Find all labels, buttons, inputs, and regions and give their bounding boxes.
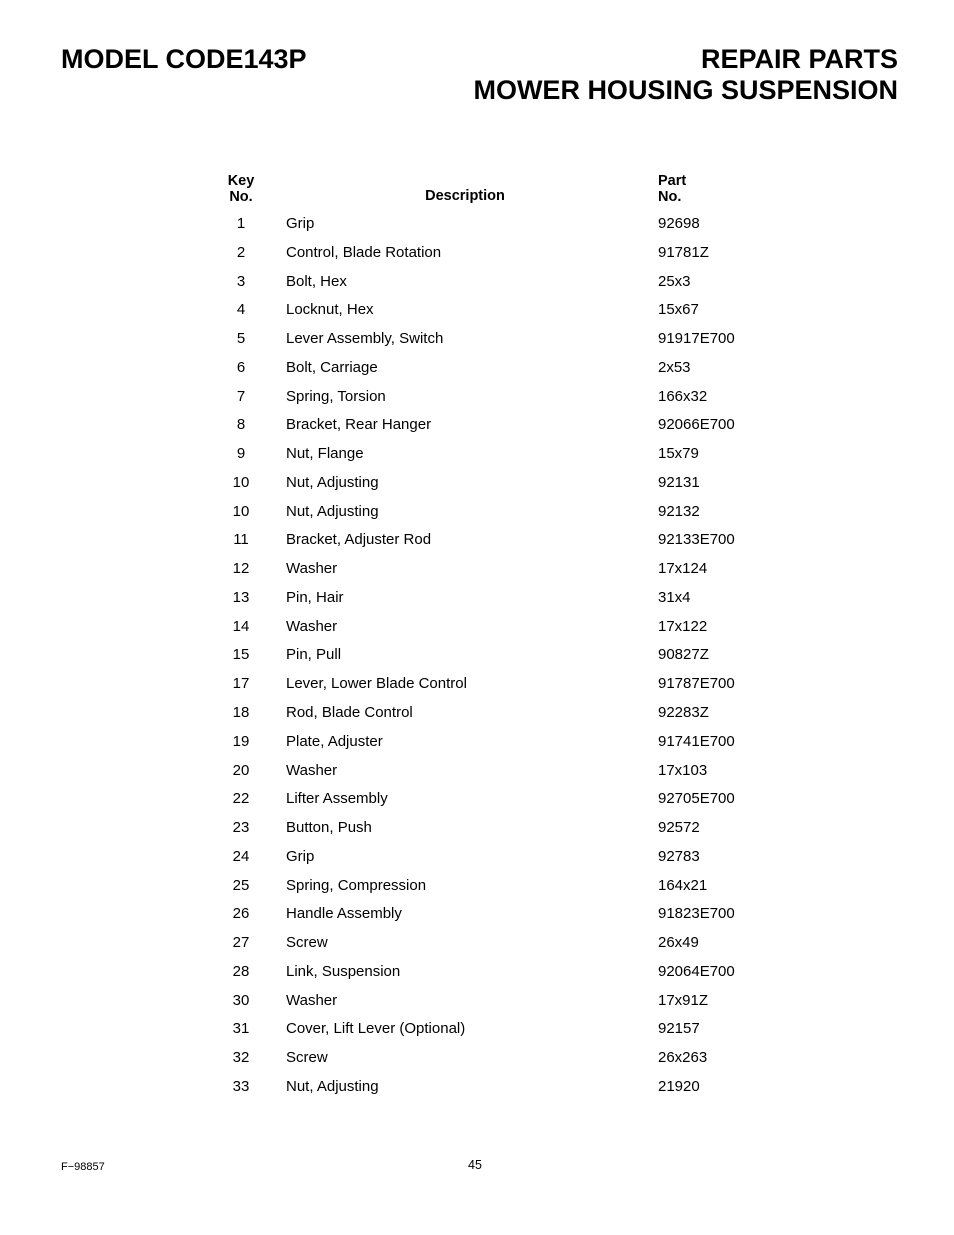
table-row [0, 1073, 954, 1102]
description-cell: Link, Suspension [286, 962, 401, 980]
part-no-cell: 31x4 [658, 588, 691, 606]
description-cell: Lifter Assembly [286, 790, 388, 808]
description-cell: Cover, Lift Lever (Optional) [286, 1020, 466, 1038]
description-header: Description [425, 188, 505, 204]
description-cell: Bolt, Carriage [286, 358, 378, 376]
model-title: MODEL CODE143P [61, 44, 307, 74]
part-no-cell: 92064E700 [658, 962, 735, 980]
table-row [0, 785, 954, 814]
description-cell: Rod, Blade Control [286, 704, 413, 722]
key-no-cell: 33 [232, 1077, 250, 1095]
key-no-cell: 1 [236, 215, 246, 232]
part-no-cell: 15x67 [658, 301, 699, 319]
key-no-cell: 26 [232, 905, 250, 923]
part-no-cell: 92572 [658, 819, 700, 837]
section-title [473, 44, 898, 106]
table-row [0, 1015, 954, 1044]
description-cell: Button, Push [286, 819, 372, 837]
key-no-cell: 32 [232, 1049, 250, 1067]
key-no-cell: 9 [236, 445, 246, 463]
part-no-cell: 164x21 [658, 876, 708, 894]
key-no-cell: 28 [232, 962, 250, 980]
part-no-header-line2: No. [658, 189, 682, 205]
table-row [0, 987, 954, 1016]
key-no-header-line1: Key [227, 173, 255, 189]
description-cell: Grip [286, 847, 315, 865]
table-row [0, 498, 954, 527]
key-no-cell: 31 [232, 1020, 250, 1038]
table-row [0, 354, 954, 383]
part-no-cell: 92698 [658, 215, 700, 232]
table-row [0, 411, 954, 440]
table-row [0, 728, 954, 757]
table-row [0, 584, 954, 613]
description-cell: Washer [286, 617, 338, 635]
key-no-cell: 7 [236, 387, 246, 405]
part-no-cell: 166x32 [658, 387, 708, 405]
key-no-cell: 24 [232, 847, 250, 865]
description-cell: Locknut, Hex [286, 301, 374, 319]
description-cell: Plate, Adjuster [286, 732, 383, 750]
key-no-cell: 4 [236, 301, 246, 319]
part-no-cell: 91917E700 [658, 330, 735, 348]
part-no-cell: 90827Z [658, 646, 709, 664]
description-cell: Bolt, Hex [286, 272, 347, 290]
table-row [0, 872, 954, 901]
description-cell: Lever, Lower Blade Control [286, 675, 467, 693]
part-no-cell: 17x124 [658, 560, 708, 578]
key-no-cell: 19 [232, 732, 250, 750]
table-row [0, 900, 954, 929]
part-no-cell: 92705E700 [658, 790, 735, 808]
description-cell: Spring, Torsion [286, 387, 386, 405]
table-row [0, 929, 954, 958]
part-no-cell: 91823E700 [658, 905, 735, 923]
key-no-cell: 10 [232, 473, 250, 491]
table-row [0, 325, 954, 354]
part-no-cell: 25x3 [658, 272, 691, 290]
key-no-cell: 20 [232, 761, 250, 779]
table-row [0, 526, 954, 555]
table-row [0, 440, 954, 469]
part-no-header [658, 173, 686, 205]
part-no-cell: 17x103 [658, 761, 708, 779]
key-no-cell: 6 [236, 358, 246, 376]
description-cell: Washer [286, 761, 338, 779]
part-no-header-line1: Part [658, 173, 687, 189]
part-no-cell: 92066E700 [658, 416, 735, 434]
description-cell: Pin, Pull [286, 646, 342, 664]
part-no-cell: 91787E700 [658, 675, 735, 693]
table-row [0, 843, 954, 872]
part-no-cell: 17x122 [658, 617, 708, 635]
part-no-cell: 17x91Z [658, 991, 709, 1009]
description-cell: Bracket, Rear Hanger [286, 416, 432, 434]
page-number: 45 [468, 1158, 482, 1172]
key-no-cell: 5 [236, 330, 246, 348]
table-row [0, 296, 954, 325]
part-no-cell: 26x49 [658, 934, 699, 952]
table-row [0, 469, 954, 498]
table-row [0, 757, 954, 786]
part-no-cell: 92283Z [658, 704, 709, 722]
description-cell: Bracket, Adjuster Rod [286, 531, 432, 549]
key-no-cell: 22 [232, 790, 250, 808]
table-row [0, 699, 954, 728]
key-no-cell: 2 [236, 243, 246, 261]
part-no-cell: 26x263 [658, 1049, 708, 1067]
key-no-cell: 13 [232, 588, 250, 606]
description-cell: Washer [286, 560, 338, 578]
part-no-cell: 91781Z [658, 243, 709, 261]
key-no-cell: 25 [232, 876, 250, 894]
table-row [0, 814, 954, 843]
table-row [0, 1044, 954, 1073]
table-row [0, 210, 954, 239]
description-cell: Lever Assembly, Switch [286, 330, 444, 348]
part-no-cell: 92133E700 [658, 531, 735, 549]
key-no-cell: 17 [232, 675, 250, 693]
description-cell: Nut, Flange [286, 445, 364, 463]
key-no-cell: 10 [232, 502, 250, 520]
key-no-cell: 15 [232, 646, 250, 664]
key-no-cell: 14 [232, 617, 250, 635]
part-no-cell: 92132 [658, 502, 700, 520]
description-cell: Nut, Adjusting [286, 502, 379, 520]
description-cell: Grip [286, 215, 315, 232]
table-row [0, 641, 954, 670]
key-no-cell: 27 [232, 934, 250, 952]
key-no-header-line2: No. [229, 189, 253, 205]
key-no-cell: 18 [232, 704, 250, 722]
table-row [0, 958, 954, 987]
key-no-cell: 23 [232, 819, 250, 837]
table-row [0, 383, 954, 412]
part-no-cell: 92783 [658, 847, 700, 865]
part-no-cell: 21920 [658, 1077, 700, 1095]
parts-table-body [0, 210, 954, 1102]
description-cell: Nut, Adjusting [286, 473, 379, 491]
part-no-cell: 2x53 [658, 358, 691, 376]
description-cell: Pin, Hair [286, 588, 344, 606]
form-number: F−98857 [61, 1161, 105, 1173]
table-row [0, 555, 954, 584]
part-no-cell: 92157 [658, 1020, 700, 1038]
section-title-line2: MOWER HOUSING SUSPENSION [473, 75, 898, 105]
description-cell: Nut, Adjusting [286, 1077, 379, 1095]
table-row [0, 613, 954, 642]
description-cell: Screw [286, 934, 328, 952]
table-row [0, 239, 954, 268]
key-no-header [219, 173, 263, 205]
key-no-cell: 30 [232, 991, 250, 1009]
part-no-cell: 92131 [658, 473, 700, 491]
key-no-cell: 3 [236, 272, 246, 290]
description-cell: Washer [286, 991, 338, 1009]
description-cell: Control, Blade Rotation [286, 243, 442, 261]
part-no-cell: 91741E700 [658, 732, 735, 750]
description-cell: Screw [286, 1049, 328, 1067]
description-cell: Handle Assembly [286, 905, 402, 923]
key-no-cell: 11 [233, 531, 249, 549]
key-no-cell: 12 [232, 560, 250, 578]
key-no-cell: 8 [236, 416, 246, 434]
table-row [0, 670, 954, 699]
table-row [0, 268, 954, 297]
part-no-cell: 15x79 [658, 445, 699, 463]
section-title-line1: REPAIR PARTS [700, 44, 898, 74]
description-cell: Spring, Compression [286, 876, 427, 894]
